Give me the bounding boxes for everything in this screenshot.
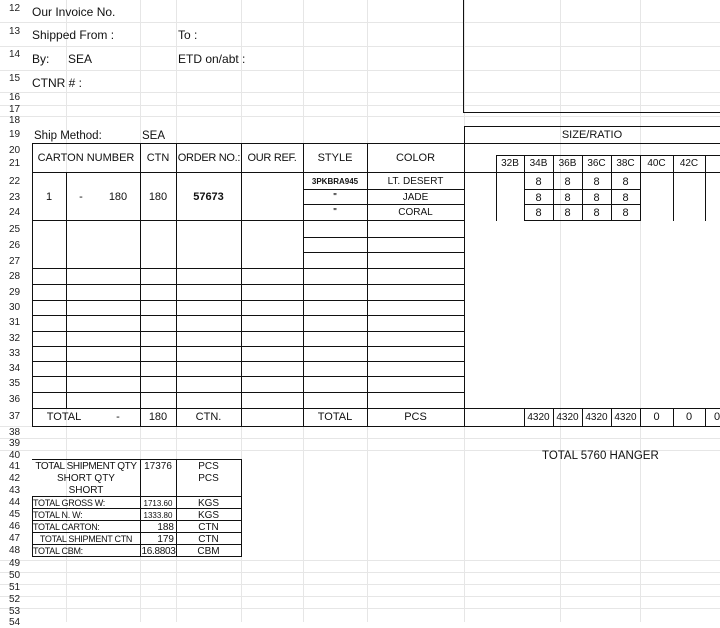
summary-unit: KGS <box>197 510 220 521</box>
size-header: 36B <box>558 158 577 169</box>
ratio-cell: 8 <box>593 192 600 204</box>
row-number: 23 <box>9 192 21 203</box>
total-ctn-unit: CTN. <box>195 411 222 423</box>
summary-unit: PCS <box>198 461 219 472</box>
size-total: 4320 <box>527 412 550 423</box>
total-hanger: TOTAL 5760 HANGER <box>542 450 659 462</box>
row-number: 13 <box>9 26 21 37</box>
summary-value: 1713.60 <box>143 499 173 508</box>
summary-value: 16.8803 <box>141 546 176 557</box>
ship-method-value: SEA <box>142 130 166 142</box>
by-value: SEA <box>68 52 93 66</box>
ratio-cell: 8 <box>535 192 542 204</box>
summary-value: 179 <box>157 534 174 545</box>
ratio-cell: 8 <box>535 176 542 188</box>
row-number: 49 <box>9 558 21 569</box>
to-label: To : <box>178 28 198 42</box>
summary-label: TOTAL SHIPMENT QTY <box>35 461 137 472</box>
summary-unit: CTN <box>198 534 219 545</box>
summary-label: TOTAL CBM: <box>33 546 83 556</box>
ratio-cell: 8 <box>564 176 571 188</box>
row-number: 31 <box>9 317 21 328</box>
total-label: TOTAL <box>46 411 82 423</box>
total-dash: - <box>116 411 120 423</box>
col-header-style: STYLE <box>317 152 353 164</box>
style-cell: 3PKBRA945 <box>311 177 359 186</box>
summary-label: SHORT <box>68 485 104 496</box>
ratio-cell: 8 <box>622 176 629 188</box>
color-cell: LT. DESERT <box>387 176 444 187</box>
summary-unit: CBM <box>197 546 220 557</box>
size-header: 42C <box>679 158 699 169</box>
row-number: 14 <box>9 49 21 60</box>
summary-label: TOTAL GROSS W: <box>33 498 105 508</box>
summary-label: TOTAL N. W: <box>33 510 83 520</box>
row-number: 21 <box>9 158 21 169</box>
row-number: 32 <box>9 333 21 344</box>
row-number: 29 <box>9 287 21 298</box>
ratio-cell: 8 <box>593 176 600 188</box>
col-header-carton-number: CARTON NUMBER <box>37 152 135 164</box>
size-header: 38C <box>616 158 635 169</box>
col-header-size-ratio: SIZE/RATIO <box>561 129 623 141</box>
size-header: 36C <box>587 158 606 169</box>
col-header-color: COLOR <box>395 152 436 164</box>
invoice-no-label: Our Invoice No. <box>32 5 116 19</box>
size-total: 0 <box>714 411 720 423</box>
row-number: 34 <box>9 363 21 374</box>
row-number: 48 <box>9 545 21 556</box>
row-number: 53 <box>9 606 21 617</box>
row-number: 12 <box>9 3 21 14</box>
row-number: 43 <box>9 485 21 496</box>
row-number: 50 <box>9 570 21 581</box>
carton-from: 1 <box>45 191 53 203</box>
ratio-cell: 8 <box>622 192 629 204</box>
consignee-box <box>463 0 720 113</box>
size-total: 4320 <box>585 412 608 423</box>
row-number: 27 <box>9 256 21 267</box>
by-label: By: <box>32 52 50 66</box>
ratio-cell: 8 <box>564 207 571 219</box>
row-number: 39 <box>9 438 21 449</box>
size-header: 40C <box>647 158 666 169</box>
row-number: 22 <box>9 176 21 187</box>
size-header: 34B <box>529 158 548 169</box>
row-number: 19 <box>9 129 21 140</box>
row-number: 45 <box>9 509 21 520</box>
summary-label: TOTAL SHIPMENT CTN <box>39 534 133 544</box>
carton-dash: - <box>79 191 83 203</box>
ctnr-label: CTNR # : <box>32 76 83 90</box>
summary-label: SHORT QTY <box>57 473 115 484</box>
carton-to: 180 <box>108 191 128 203</box>
row-number: 16 <box>9 92 21 103</box>
row-number: 44 <box>9 497 21 508</box>
size-total: 0 <box>685 411 693 423</box>
row-number: 47 <box>9 533 21 544</box>
size-total: 4320 <box>614 412 637 423</box>
row-number: 18 <box>9 115 21 126</box>
row-number: 54 <box>9 617 21 628</box>
row-number: 35 <box>9 378 21 389</box>
size-total: 0 <box>653 411 660 423</box>
row-number: 33 <box>9 348 21 359</box>
col-header-ctn: CTN <box>146 152 170 164</box>
col-header-order-no: ORDER NO.: <box>177 152 241 164</box>
pcs-label: PCS <box>404 411 427 423</box>
summary-value: 1333.80 <box>143 511 173 520</box>
summary-value: 188 <box>157 522 174 533</box>
ctn-count: 180 <box>148 191 168 203</box>
ratio-cell: 8 <box>564 192 571 204</box>
style-cell: " <box>333 207 337 216</box>
order-no: 57673 <box>193 191 224 203</box>
style-cell: " <box>333 192 337 201</box>
ship-method-label: Ship Method: <box>34 130 102 142</box>
row-number: 46 <box>9 521 21 532</box>
color-cell: JADE <box>402 192 429 203</box>
row-number: 26 <box>9 240 21 251</box>
summary-label: TOTAL CARTON: <box>33 522 100 532</box>
row-number: 51 <box>9 582 21 593</box>
row-number: 42 <box>9 473 21 484</box>
row-number: 52 <box>9 594 21 605</box>
total-ctn: 180 <box>148 411 168 423</box>
row-number: 38 <box>9 427 21 438</box>
etd-label: ETD on/abt : <box>178 52 246 66</box>
row-number: 40 <box>9 450 21 461</box>
total-pcs-label: TOTAL <box>317 411 353 423</box>
ratio-cell: 8 <box>593 207 600 219</box>
color-cell: CORAL <box>398 207 433 218</box>
row-number: 15 <box>9 73 21 84</box>
size-header: 32B <box>501 158 519 169</box>
summary-unit: PCS <box>198 473 219 484</box>
row-number: 17 <box>9 104 21 115</box>
row-number: 36 <box>9 394 21 405</box>
row-number: 20 <box>9 145 21 156</box>
ratio-cell: 8 <box>622 207 629 219</box>
row-number: 28 <box>9 271 21 282</box>
summary-unit: CTN <box>198 522 219 533</box>
row-number: 37 <box>9 411 21 422</box>
summary-value: 17376 <box>144 461 172 472</box>
row-number: 24 <box>9 207 21 218</box>
row-number: 25 <box>9 224 21 235</box>
shipped-from-label: Shipped From : <box>32 28 115 42</box>
size-total: 4320 <box>556 412 579 423</box>
ratio-cell: 8 <box>535 207 542 219</box>
row-number: 30 <box>9 302 21 313</box>
row-number: 41 <box>9 461 21 472</box>
summary-unit: KGS <box>197 498 220 509</box>
col-header-our-ref: OUR REF. <box>247 152 297 164</box>
